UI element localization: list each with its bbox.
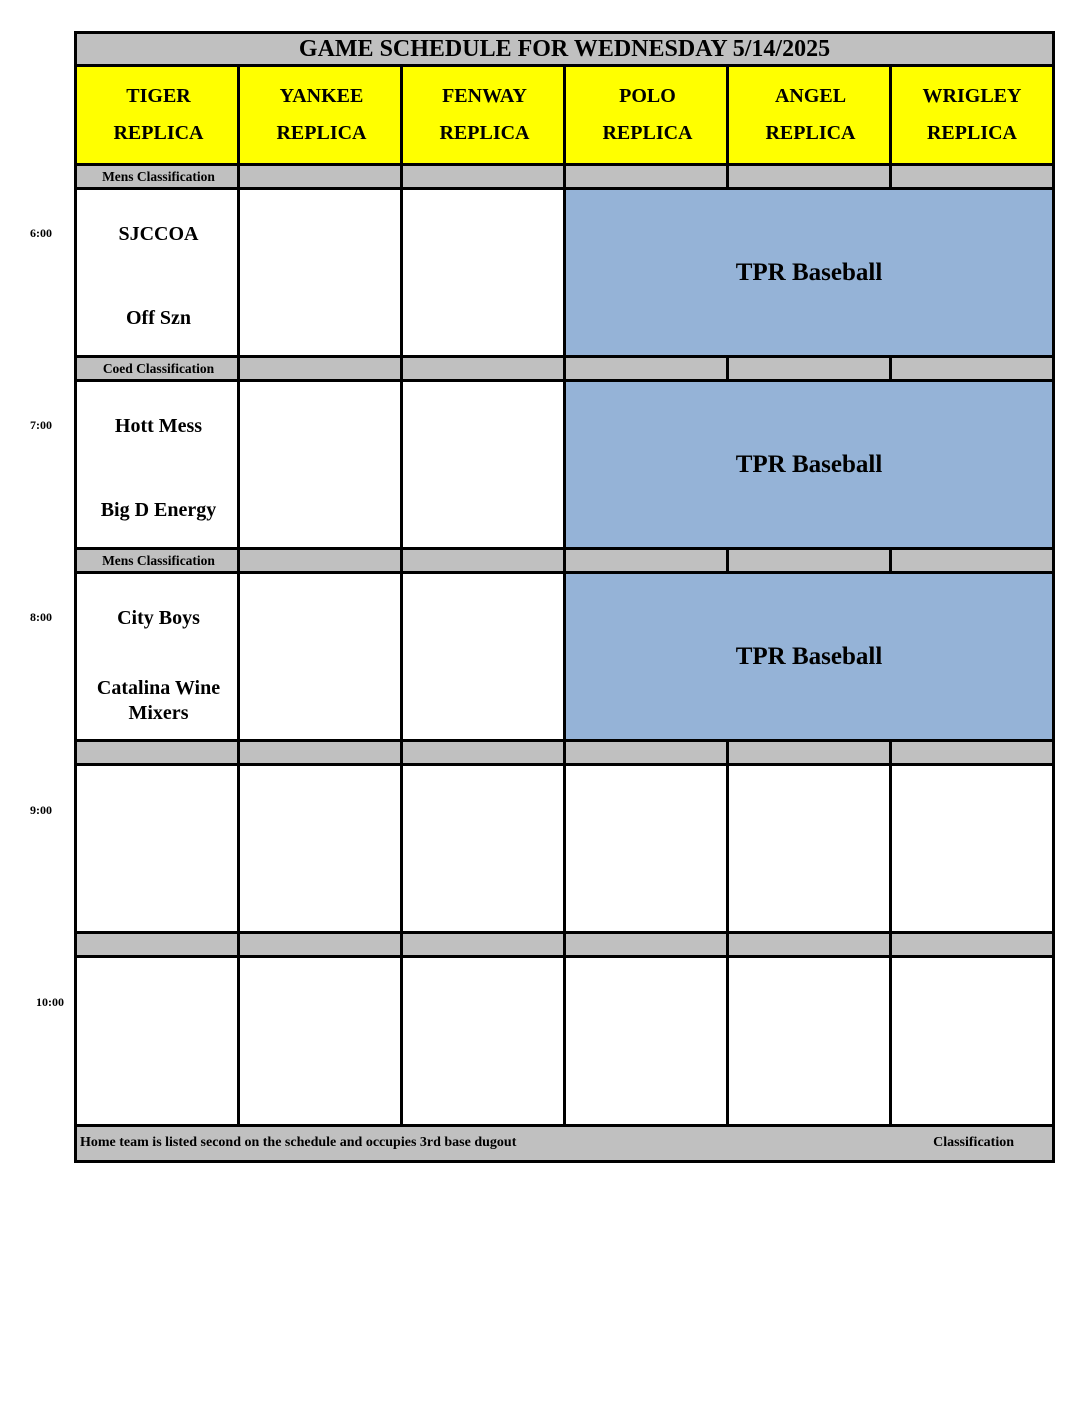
column-divider [889, 742, 892, 1127]
field-sub: REPLICA [276, 122, 367, 144]
reserved-block-7: TPR Baseball [566, 382, 1052, 550]
schedule-title: GAME SCHEDULE FOR WEDNESDAY 5/14/2025 [77, 34, 1052, 67]
field-header-fenway [403, 67, 566, 166]
away-team: City Boys [117, 607, 200, 629]
column-divider [889, 550, 892, 574]
schedule-footer [77, 1127, 1052, 1160]
field-sub: REPLICA [602, 122, 693, 144]
classification-label: Mens Classification [102, 168, 215, 184]
field-name: FENWAY [442, 85, 527, 107]
field-name: YANKEE [279, 85, 364, 107]
field-name: WRIGLEY [922, 85, 1022, 107]
footer-legend: Classification [933, 1135, 1014, 1150]
classification-label: Coed Classification [102, 360, 215, 376]
away-team: SJCCOA [118, 223, 199, 245]
classification-label: Mens Classification [102, 552, 215, 568]
field-sub: REPLICA [113, 122, 204, 144]
column-divider [563, 67, 566, 1127]
field-name: POLO [619, 85, 676, 107]
reserved-block-6: TPR Baseball [566, 190, 1052, 358]
column-divider [889, 67, 892, 190]
column-divider [726, 742, 729, 1127]
time-label-7: 7:00 [30, 418, 52, 432]
field-sub: REPLICA [765, 122, 856, 144]
time-label-6: 6:00 [30, 226, 52, 240]
home-team: Off Szn [126, 307, 191, 329]
home-team: Catalina Wine Mixers [96, 677, 221, 724]
column-divider [400, 67, 403, 1127]
field-sub: REPLICA [439, 122, 530, 144]
field-header-wrigley [892, 67, 1052, 166]
time-label-8: 8:00 [30, 610, 52, 624]
reserved-block-8: TPR Baseball [566, 574, 1052, 742]
field-name: ANGEL [774, 85, 847, 107]
column-divider [726, 550, 729, 574]
field-sub: REPLICA [926, 122, 1017, 144]
away-team: Hott Mess [114, 415, 203, 437]
field-header-tiger [77, 67, 240, 166]
footer-note: Home team is listed second on the schedule and occupies 3rd base dugout [80, 1135, 517, 1150]
field-header-angel [729, 67, 892, 166]
field-header-polo [566, 67, 729, 166]
column-divider [726, 67, 729, 190]
schedule-sheet [74, 31, 1055, 1163]
column-divider [237, 67, 240, 1127]
home-team: Big D Energy [100, 499, 217, 521]
field-name: TIGER [126, 85, 191, 107]
column-divider [726, 358, 729, 382]
column-divider [889, 358, 892, 382]
field-header-yankee [240, 67, 403, 166]
time-label-10: 10:00 [36, 995, 64, 1009]
time-label-9: 9:00 [30, 803, 52, 817]
